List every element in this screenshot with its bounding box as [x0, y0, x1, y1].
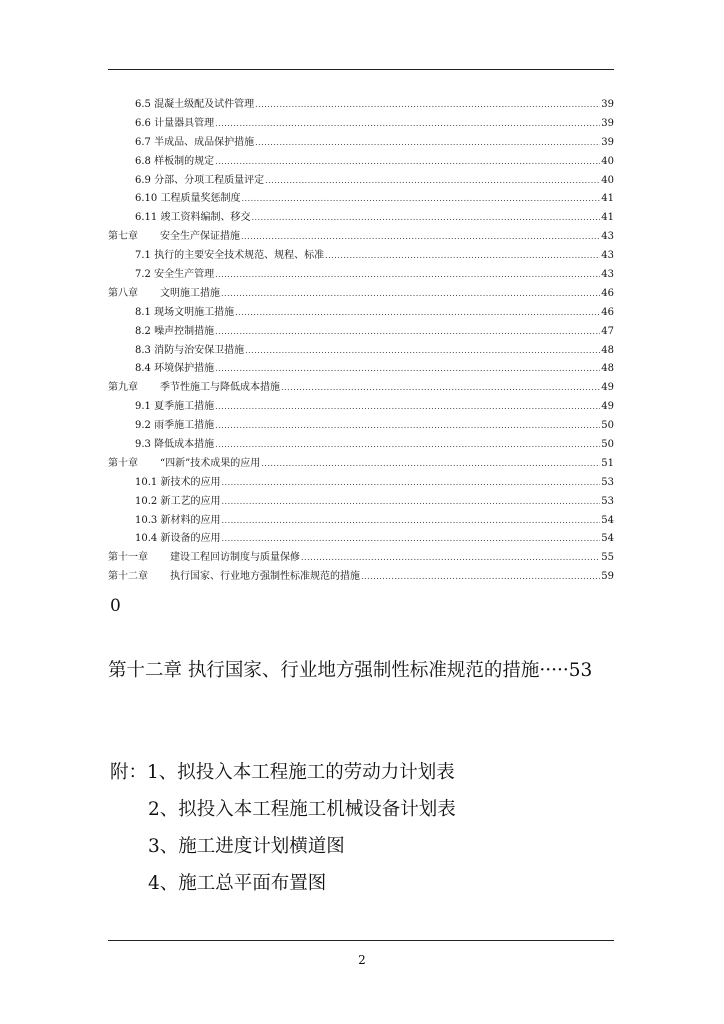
toc-page-number: 55	[601, 552, 614, 564]
toc-entry-title	[108, 379, 280, 398]
toc-entry-title	[135, 323, 214, 342]
toc-section-entry	[108, 474, 614, 493]
toc-section-entry	[108, 190, 614, 209]
toc-entry-number: 第十二章	[108, 571, 148, 583]
toc-entry-title	[135, 172, 264, 191]
toc-section-entry	[108, 115, 614, 134]
page-number: 2	[358, 953, 366, 967]
toc-entry-number: 7.1	[135, 250, 151, 262]
toc-entry-text: “四新”技术成果的应用	[160, 457, 261, 469]
toc-dot-leader	[215, 417, 600, 436]
toc-entry-title	[108, 228, 240, 247]
toc-entry-title	[135, 436, 214, 455]
toc-page-number: 50	[601, 420, 614, 432]
toc-entry-number: 10.2	[135, 495, 158, 507]
toc-dot-leader	[241, 190, 600, 209]
toc-page-number: 59	[601, 571, 614, 583]
toc-entry-number: 第八章	[108, 287, 138, 299]
toc-section-entry	[108, 512, 614, 531]
toc-entry-number: 第十章	[108, 457, 138, 469]
toc-entry-title	[135, 96, 254, 115]
toc-page-number: 53	[601, 495, 614, 507]
toc-entry-number: 6.10	[135, 193, 158, 205]
toc-page-number: 47	[601, 325, 614, 337]
toc-page-number: 49	[601, 382, 614, 394]
toc-entry-title	[135, 417, 214, 436]
toc-page-number: 40	[601, 174, 614, 186]
toc-entry-number: 7.2	[135, 269, 151, 281]
toc-entry-number: 6.5	[135, 99, 151, 110]
toc-dot-leader	[221, 493, 600, 512]
toc-dot-leader	[221, 285, 600, 304]
toc-entry-number: 9.2	[135, 420, 151, 432]
toc-entry-title	[135, 398, 214, 417]
toc-entry-title	[135, 342, 244, 361]
toc-dot-leader	[221, 474, 600, 493]
toc-dot-leader	[235, 304, 600, 323]
toc-section-entry	[108, 417, 614, 436]
toc-entry-title	[135, 153, 214, 172]
toc-dot-leader	[215, 398, 600, 417]
toc-page-number: 46	[601, 287, 614, 299]
toc-entry-number: 6.11	[135, 212, 158, 224]
toc-entry-title	[135, 360, 214, 379]
toc-dot-leader	[215, 360, 600, 379]
toc-entry-number: 10.3	[135, 514, 158, 526]
toc-entry-text: 新设备的应用	[160, 533, 221, 545]
toc-section-entry	[108, 323, 614, 342]
toc-dot-leader	[215, 266, 600, 285]
toc-entry-text: 降低成本措施	[154, 439, 215, 451]
toc-entry-text: 安全生产保证措施	[160, 231, 240, 243]
toc-dot-leader	[301, 549, 600, 568]
toc-section-entry	[108, 342, 614, 361]
toc-dot-leader	[255, 134, 600, 153]
toc-page-number: 46	[601, 306, 614, 318]
toc-section-entry	[108, 360, 614, 379]
toc-entry-number: 10.4	[135, 533, 158, 545]
footer-rule	[108, 940, 614, 941]
toc-section-entry	[108, 209, 614, 228]
toc-entry-title	[135, 134, 254, 153]
toc-section-entry	[108, 96, 614, 115]
toc-entry-text: 建设工程回访制度与质量保修	[170, 552, 300, 564]
toc-chapter-entry	[108, 455, 614, 474]
toc-dot-leader	[215, 115, 600, 134]
toc-entry-title	[135, 512, 220, 531]
toc-entry-text: 季节性施工与降低成本措施	[160, 382, 280, 394]
toc-entry-text: 夏季施工措施	[154, 401, 215, 413]
toc-entry-text: 安全生产管理	[154, 269, 215, 281]
toc-page-number: 41	[601, 193, 614, 205]
toc-section-entry	[108, 398, 614, 417]
toc-section-entry	[108, 304, 614, 323]
toc-entry-text: 计量器具管理	[154, 117, 215, 129]
toc-entry-text: 消防与治安保卫措施	[154, 344, 245, 356]
toc-entry-text: 噪声控制措施	[154, 325, 215, 337]
toc-dot-leader	[261, 455, 600, 474]
toc-entry-title	[135, 247, 324, 266]
toc-page-number: 41	[601, 212, 614, 224]
toc-entry-title	[108, 568, 360, 587]
toc-dot-leader	[215, 323, 600, 342]
toc-entry-number: 第九章	[108, 382, 138, 394]
toc-section-entry	[108, 153, 614, 172]
toc-dot-leader	[221, 512, 600, 531]
toc-page-number: 51	[601, 457, 614, 469]
toc-entry-text: 半成品、成品保护措施	[154, 136, 255, 148]
toc-entry-title	[108, 285, 220, 304]
toc-page-number: 54	[601, 533, 614, 545]
toc-section-entry	[108, 493, 614, 512]
toc-section-entry	[108, 530, 614, 549]
toc-chapter-entry	[108, 568, 614, 587]
toc-dot-leader	[325, 247, 600, 266]
toc-entry-title	[135, 266, 214, 285]
toc-dot-leader	[265, 172, 600, 191]
toc-entry-text: 混凝土级配及试件管理	[154, 99, 255, 110]
toc-page-number: 49	[601, 401, 614, 413]
toc-chapter-entry	[108, 549, 614, 568]
toc-entry-text: 文明施工措施	[160, 287, 220, 299]
toc-dot-leader	[245, 342, 600, 361]
toc-entry-text: 新材料的应用	[160, 514, 221, 526]
stray-zero: 0	[110, 596, 121, 616]
toc-entry-number: 6.9	[135, 174, 151, 186]
toc-section-entry	[108, 172, 614, 191]
toc-page-number: 48	[601, 363, 614, 375]
toc-chapter-entry	[108, 285, 614, 304]
toc-entry-text: 新技术的应用	[160, 476, 221, 488]
toc-entry-text: 执行的主要安全技术规范、规程、标准	[154, 250, 325, 262]
toc-entry-number: 6.7	[135, 136, 151, 148]
toc-section-entry	[108, 247, 614, 266]
toc-section-entry	[108, 134, 614, 153]
toc-entry-title	[135, 304, 234, 323]
toc-page-number: 48	[601, 344, 614, 356]
header-rule	[108, 69, 614, 70]
toc-dot-leader	[281, 379, 600, 398]
toc-dot-leader	[221, 530, 600, 549]
toc-entry-title	[135, 209, 250, 228]
toc-dot-leader	[361, 568, 600, 587]
toc-entry-title	[135, 115, 214, 134]
appendix-list	[110, 754, 456, 902]
toc-entry-number: 10.1	[135, 476, 158, 488]
toc-dot-leader	[255, 96, 600, 115]
toc-entry-title	[108, 455, 260, 474]
toc-section-entry	[108, 266, 614, 285]
toc-entry-text: 执行国家、行业地方强制性标准规范的措施	[170, 571, 360, 583]
toc-page-number: 43	[601, 269, 614, 281]
toc-section-entry	[108, 436, 614, 455]
appendix-item-1: 附：1、拟投入本工程施工的劳动力计划表	[110, 762, 455, 783]
toc-entry-number: 8.4	[135, 363, 151, 375]
appendix-item-2: 2、拟投入本工程施工机械设备计划表	[148, 799, 456, 820]
appendix-item-4: 4、施工总平面布置图	[148, 873, 327, 894]
toc-entry-text: 样板制的规定	[154, 155, 215, 167]
toc-entry-title	[135, 493, 220, 512]
toc-entry-number: 8.1	[135, 306, 151, 318]
toc-entry-text: 环境保护措施	[154, 363, 215, 375]
toc-page-number: 39	[601, 117, 614, 129]
toc-entry-number: 8.3	[135, 344, 151, 356]
toc-chapter-entry	[108, 379, 614, 398]
toc-page-number: 54	[601, 514, 614, 526]
toc-entry-number: 9.3	[135, 439, 151, 451]
toc-dot-leader	[241, 228, 600, 247]
toc-entry-number: 6.8	[135, 155, 151, 167]
toc-entry-number: 8.2	[135, 325, 151, 337]
toc-entry-text: 工程质量奖惩制度	[160, 193, 241, 205]
toc-entry-number: 第十一章	[108, 552, 148, 564]
toc-entry-text: 现场文明施工措施	[154, 306, 235, 318]
toc-entry-text: 竣工资料编制、移交	[160, 212, 251, 224]
toc-dot-leader	[215, 436, 600, 455]
toc-page-number: 53	[601, 476, 614, 488]
toc-chapter-entry	[108, 228, 614, 247]
toc-page-number: 43	[601, 250, 614, 262]
toc-entry-number: 6.6	[135, 117, 151, 129]
toc-dot-leader	[251, 209, 600, 228]
table-of-contents	[108, 96, 614, 587]
toc-entry-title	[135, 474, 220, 493]
toc-page-number: 39	[601, 99, 614, 110]
toc-dot-leader	[215, 153, 600, 172]
toc-entry-number: 9.1	[135, 401, 151, 413]
toc-entry-title	[135, 530, 220, 549]
toc-entry-text: 新工艺的应用	[160, 495, 221, 507]
toc-page-number: 43	[601, 231, 614, 243]
appendix-item-3: 3、施工进度计划横道图	[148, 836, 345, 857]
toc-entry-text: 分部、分项工程质量评定	[154, 174, 265, 186]
toc-entry-title	[108, 549, 300, 568]
toc-entry-number: 第七章	[108, 231, 138, 243]
toc-page-number: 39	[601, 136, 614, 148]
toc-entry-title	[135, 190, 240, 209]
chapter12-heading: 第十二章 执行国家、行业地方强制性标准规范的措施·····53	[108, 660, 593, 681]
toc-page-number: 40	[601, 155, 614, 167]
toc-page-number: 50	[601, 439, 614, 451]
toc-entry-text: 雨季施工措施	[154, 420, 215, 432]
